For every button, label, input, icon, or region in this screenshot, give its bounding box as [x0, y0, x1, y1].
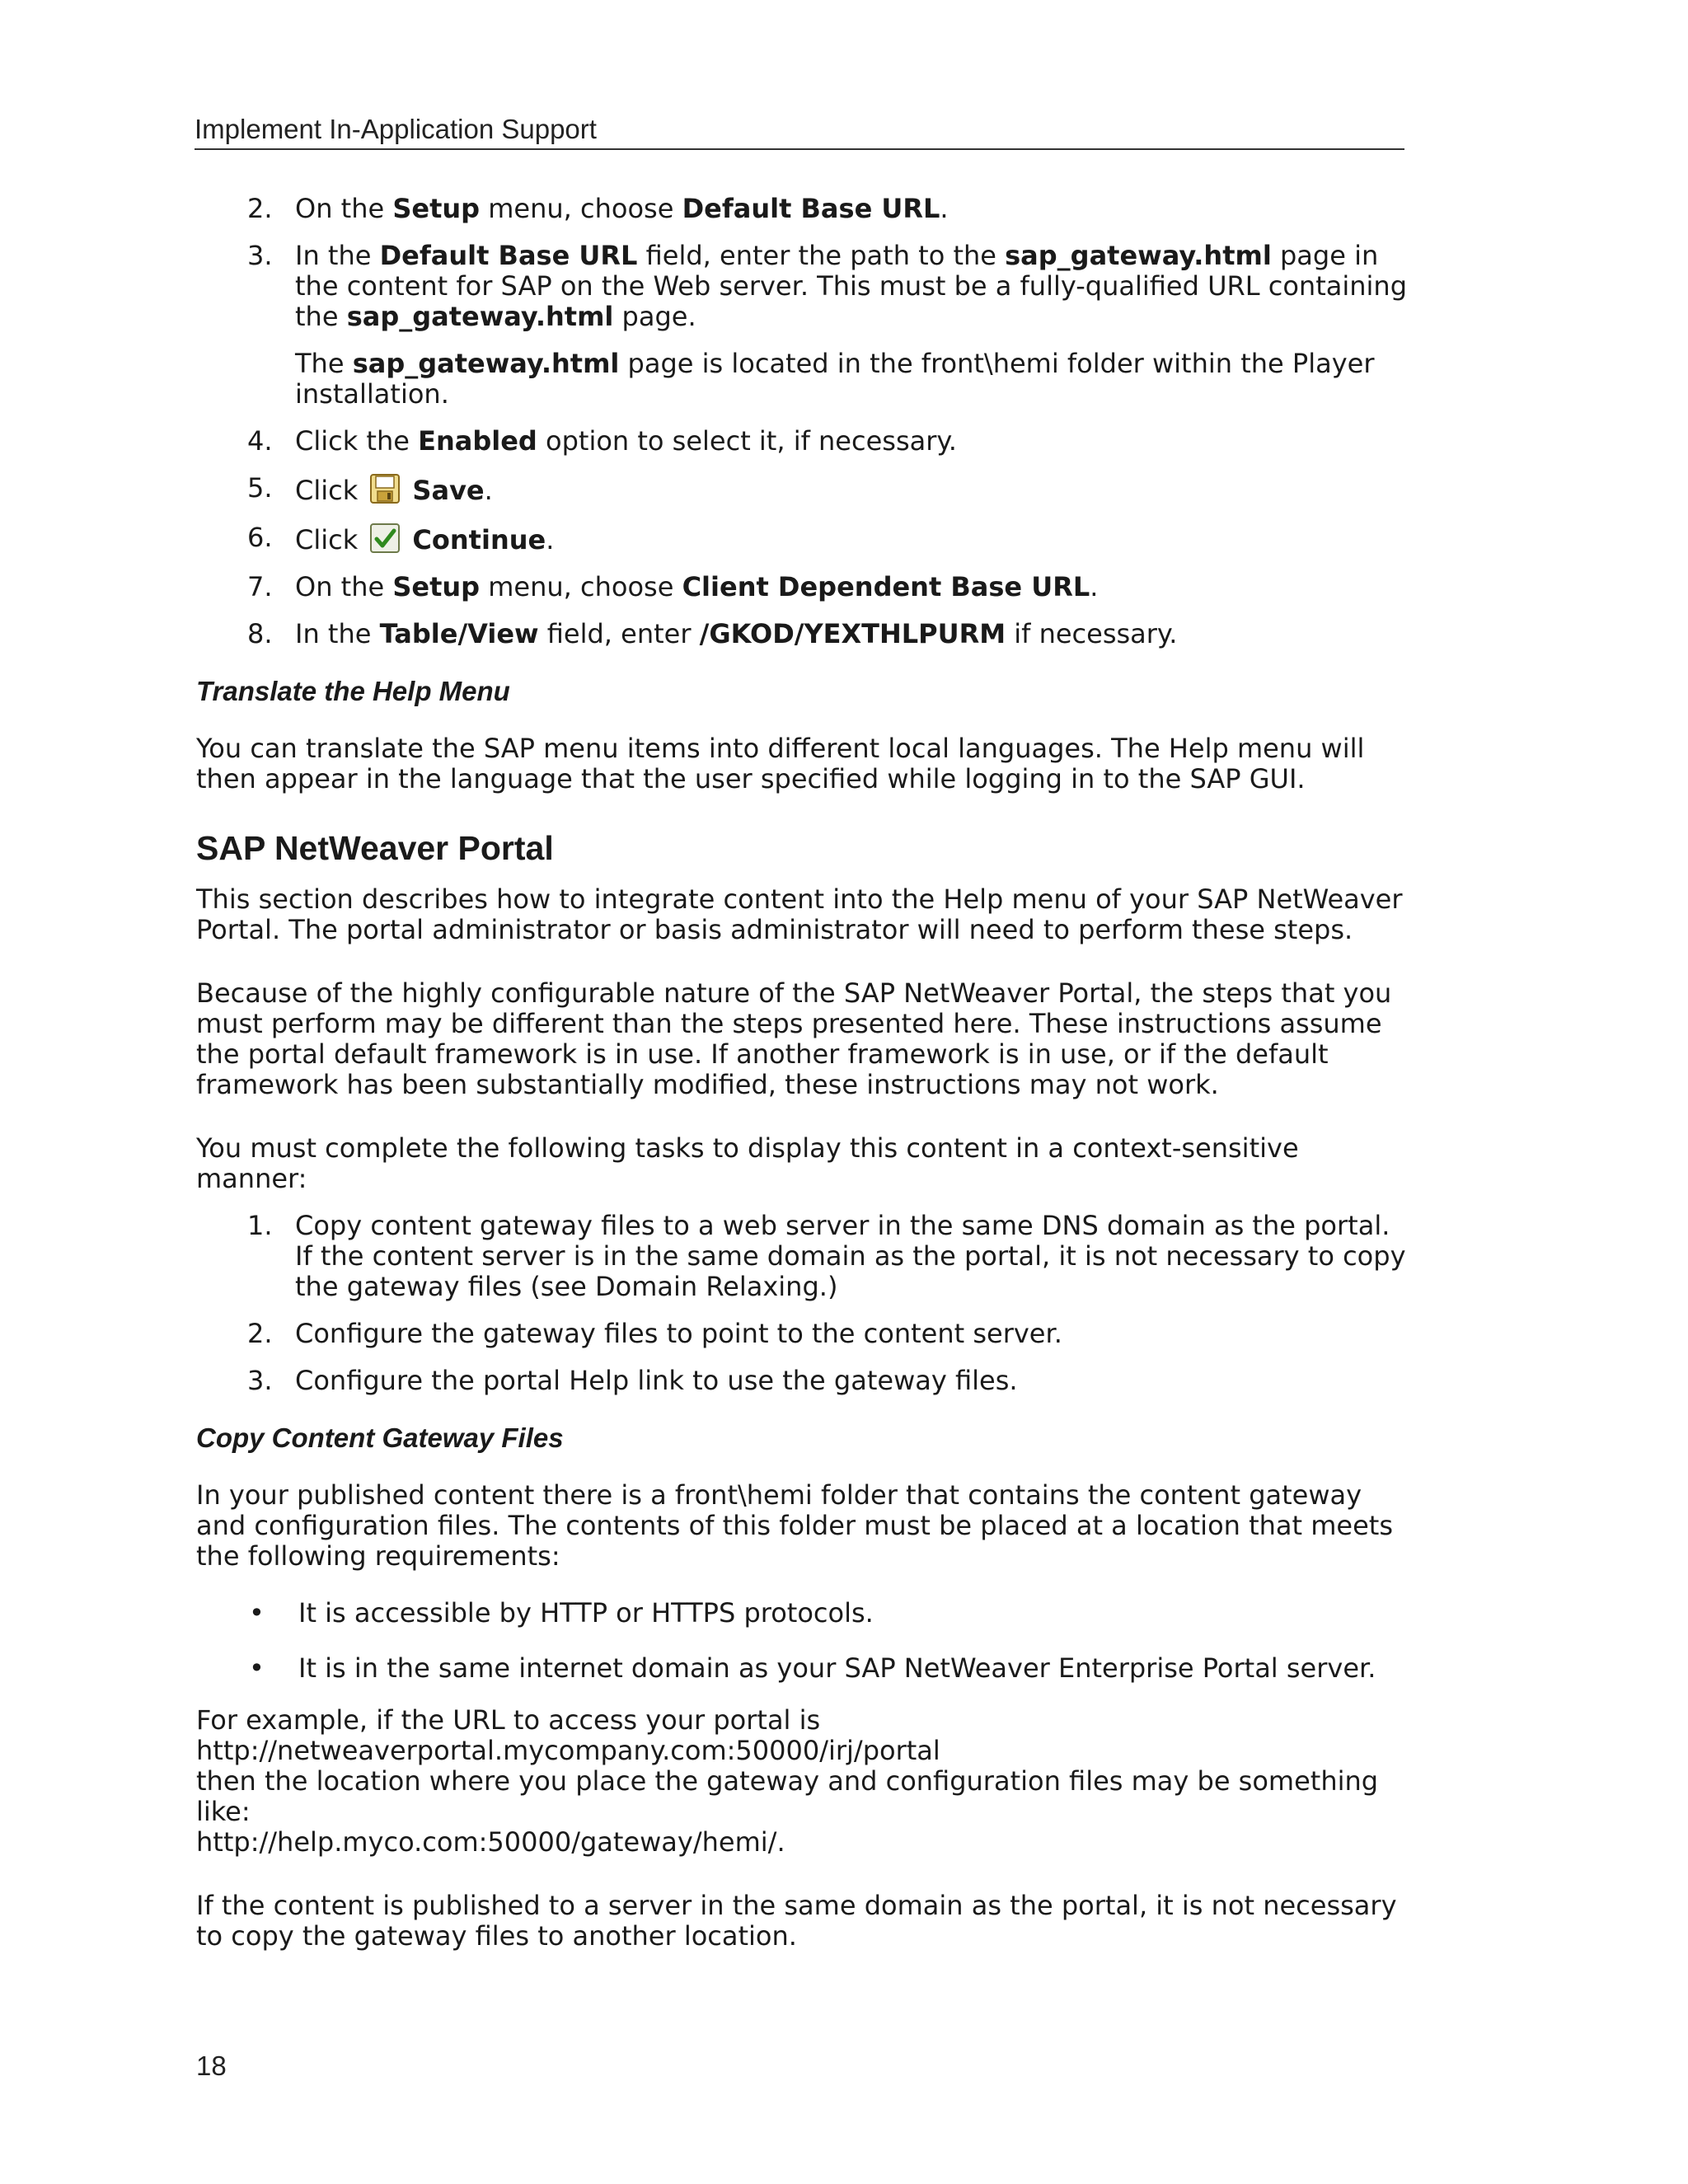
- step-number: 7.: [247, 571, 273, 602]
- step-text: [295, 473, 1408, 506]
- step-text: [295, 241, 1408, 332]
- step-text: [295, 572, 1408, 602]
- task-item: [196, 1366, 1408, 1396]
- text-run: if necessary.: [1006, 618, 1178, 649]
- bold-term: sap_gateway.html: [1005, 240, 1272, 271]
- bold-term: sap_gateway.html: [352, 348, 620, 379]
- task-text: Configure the portal Help link to use the gateway files.: [295, 1365, 1018, 1396]
- task-item: [196, 1211, 1408, 1302]
- procedure-step: [196, 523, 1408, 555]
- page-content: [196, 194, 1408, 1952]
- example-line: then the location where you place the gateway and configuration files may be something like:: [196, 1765, 1379, 1827]
- bold-term: Save: [412, 475, 485, 506]
- bold-term: Setup: [392, 571, 481, 602]
- text-run: The: [295, 348, 353, 379]
- task-text: Configure the gateway files to point to the content server.: [295, 1318, 1062, 1349]
- task-item: [196, 1319, 1408, 1349]
- bold-term: Default Base URL: [379, 240, 638, 271]
- text-run: In the: [295, 618, 380, 649]
- step-number: 4.: [247, 425, 273, 457]
- example-url-gateway: http://help.myco.com:50000/gateway/hemi/.: [196, 1826, 785, 1858]
- step-number: 2.: [247, 193, 273, 224]
- procedure-step: [196, 426, 1408, 457]
- bullet-marker: •: [249, 1652, 265, 1684]
- task-number: 1.: [247, 1210, 273, 1241]
- portal-paragraph-1: This section describes how to integrate content into the Help menu of your SAP NetWeaver Portal. The portal administrator or basis administrator will need to perform these steps.: [196, 883, 1403, 945]
- step-text: [295, 619, 1408, 649]
- requirements-list: [196, 1598, 1408, 1684]
- portal-paragraph-2: Because of the highly configurable nature of the SAP NetWeaver Portal, the steps that you must perform may be different than the steps presented here. These instructions assume the portal default framework is in use. If another framework is in use, or if the default framework has been substantially modified, these instructions may not work.: [196, 977, 1392, 1100]
- procedure-step: [196, 241, 1408, 410]
- bullet-text: It is in the same internet domain as your SAP NetWeaver Enterprise Portal server.: [298, 1652, 1376, 1684]
- closing-paragraph: If the content is published to a server in the same domain as the portal, it is not necessary to copy the gateway files to another location.: [196, 1890, 1397, 1952]
- bold-term: Default Base URL: [682, 193, 940, 224]
- task-number: 2.: [247, 1318, 273, 1349]
- text-run: menu, choose: [480, 193, 682, 224]
- example-block: [196, 1705, 1408, 1858]
- running-header: Implement In-Application Support: [195, 114, 1404, 150]
- portal-paragraph-3: You must complete the following tasks to display this content in a context-sensitive manner:: [196, 1132, 1299, 1194]
- text-run: Click: [295, 524, 367, 555]
- procedure-step: [196, 473, 1408, 506]
- text-run: On the: [295, 571, 393, 602]
- bold-term: /GKOD/YEXTHLPURM: [699, 618, 1006, 649]
- text-run: In the: [295, 240, 380, 271]
- copy-heading: Copy Content Gateway Files: [196, 1422, 564, 1453]
- text-run: page is located in the front\hemi folder within the Player installation.: [295, 348, 1375, 410]
- portal-task-list: [196, 1211, 1408, 1396]
- text-run: Click the: [295, 425, 419, 457]
- bullet-marker: •: [249, 1597, 265, 1629]
- text-run: option to select it, if necessary.: [537, 425, 957, 457]
- task-number: 3.: [247, 1365, 273, 1396]
- text-run: page in the content for SAP on the Web server. This must be a fully-qualified URL containing the: [295, 240, 1408, 332]
- bold-term: sap_gateway.html: [346, 301, 614, 332]
- continue-check-icon: [369, 523, 401, 554]
- text-run: .: [546, 524, 555, 555]
- bullet-item: [196, 1653, 1408, 1684]
- copy-paragraph: In your published content there is a front\hemi folder that contains the content gateway and configuration files. The contents of this folder must be placed at a location that meets the following requirements:: [196, 1479, 1394, 1572]
- bold-term: Client Dependent Base URL: [682, 571, 1090, 602]
- bold-term: Continue: [412, 524, 546, 555]
- step-number: 8.: [247, 618, 273, 649]
- task-text: Copy content gateway files to a web server in the same DNS domain as the portal. If the content server is in the same domain as the portal, it is not necessary to copy the gateway files (see Domain Relaxing.): [295, 1210, 1406, 1302]
- bold-term: Setup: [392, 193, 481, 224]
- page-number: 18: [196, 2050, 227, 2081]
- example-line: For example, if the URL to access your portal is: [196, 1704, 821, 1736]
- step-note: [295, 349, 1408, 410]
- text-run: menu, choose: [480, 571, 682, 602]
- procedure-step: [196, 572, 1408, 602]
- translate-heading: Translate the Help Menu: [196, 676, 510, 706]
- text-run: page.: [613, 301, 696, 332]
- procedure-steps: [196, 194, 1408, 649]
- save-icon: [369, 473, 401, 504]
- step-number: 6.: [247, 522, 273, 553]
- example-url-portal: http://netweaverportal.mycompany.com:50000/irj/portal: [196, 1735, 940, 1766]
- text-run: .: [940, 193, 949, 224]
- step-text: [295, 523, 1408, 555]
- text-run: On the: [295, 193, 393, 224]
- text-run: field, enter: [538, 618, 700, 649]
- step-text: [295, 426, 1408, 457]
- step-number: 5.: [247, 472, 273, 504]
- text-run: Click: [295, 475, 367, 506]
- bullet-text: It is accessible by HTTP or HTTPS protocols.: [298, 1597, 874, 1629]
- bold-term: Table/View: [379, 618, 539, 649]
- bold-term: Enabled: [418, 425, 537, 457]
- text-run: .: [1090, 571, 1099, 602]
- text-run: .: [484, 475, 493, 506]
- portal-heading: SAP NetWeaver Portal: [196, 829, 554, 867]
- procedure-step: [196, 194, 1408, 224]
- bullet-item: [196, 1598, 1408, 1629]
- step-number: 3.: [247, 240, 273, 271]
- text-run: field, enter the path to the: [637, 240, 1006, 271]
- procedure-step: [196, 619, 1408, 649]
- step-text: [295, 194, 1408, 224]
- translate-paragraph: You can translate the SAP menu items into different local languages. The Help menu will then appear in the language that the user specified while logging in to the SAP GUI.: [196, 733, 1365, 794]
